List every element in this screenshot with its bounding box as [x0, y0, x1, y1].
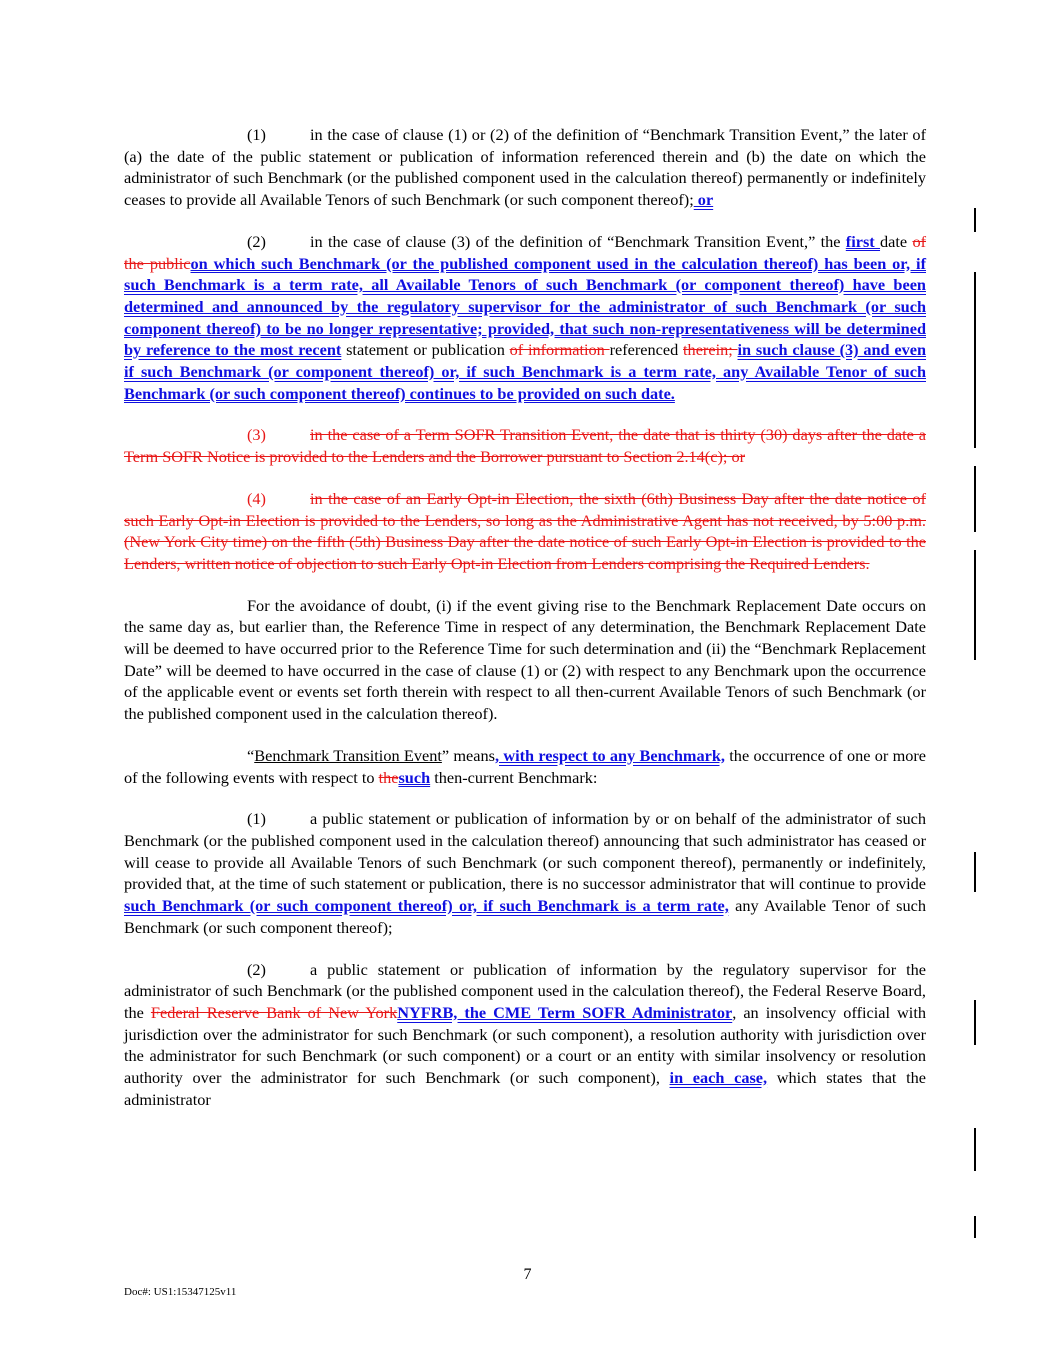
inserted-text: such Benchmark (or such component thereof) or, if such Benchmark is a term rate,	[124, 896, 729, 916]
deleted-text: of the public	[124, 231, 927, 273]
paragraph-text: a public statement or publication of information by the regulatory supervisor for the administrator of such Benchmark (or the published component used in the calculation thereof), the Federal Reserve Board, the	[124, 959, 926, 1022]
paragraph-6-definition	[124, 745, 926, 788]
clause-number: (1)	[247, 125, 266, 144]
inserted-text: on which such Benchmark (or the published component used in the calculation thereof) has been or, if such Benchmark is a term rate, all Available Tenors of such Benchmark (or component thereof) have been determined and announced by the regulatory supervisor for the administrator of such Benchmark (or such component thereof) to be no longer representative; provided, that such non-representativeness will be determined by reference to the most recent	[124, 253, 926, 360]
inserted-text: , with respect to any Benchmark,	[494, 745, 725, 765]
paragraph-text: referenced	[609, 340, 684, 360]
paragraph-text: any Available Tenor of such Benchmark (or such component thereof);	[124, 896, 926, 937]
quote-mark: “	[247, 745, 255, 765]
document-id: Doc#: US1:15347125v11	[124, 1286, 237, 1298]
paragraph-text: ” means	[441, 745, 495, 765]
deleted-text: in the case of a Term SOFR Transition Event, the date that is thirty (30) days after the date a Term SOFR Notice is provided to the Lenders and the Borrower pursuant to Section 2.14(c); or	[124, 425, 926, 467]
change-bar	[974, 208, 976, 232]
inserted-text: NYFRB, the CME Term SOFR Administrator	[397, 1002, 733, 1022]
paragraph-text: statement or publication	[341, 340, 510, 360]
paragraph-8	[124, 959, 926, 1111]
paragraph-text: date	[880, 231, 913, 251]
paragraph-text: in the case of clause (3) of the definition of “Benchmark Transition Event,” the	[310, 231, 846, 251]
change-bar	[974, 550, 976, 660]
paragraph-text: the occurrence of one or more of the following events with respect to	[124, 745, 927, 787]
paragraph-text: a public statement or publication of information by or on behalf of the administrator of such Benchmark (or the published component used in the calculation thereof) announcing that such administrator has ceased or will cease to provide all Available Tenors of such Benchmark (or such component thereof), permanently or indefinitely, provided that, at the time of such statement or publication, there is no successor administrator that will continue to provide	[124, 809, 926, 894]
paragraph-4-deleted	[124, 488, 926, 575]
change-bar	[974, 1216, 976, 1238]
change-bar	[974, 1000, 976, 1045]
deleted-text: in the case of an Early Opt-in Election, the sixth (6th) Business Day after the date notice of such Early Opt-in Election is provided to the Lenders, so long as the Administrative Agent has not received, by 5:00 p.m. (New York City time) on the fifth (5th) Business Day after the date notice of such Early Opt-in Election is provided to the Lenders, written notice of objection to such Early Opt-in Election from Lenders comprising the Required Lenders.	[124, 488, 926, 573]
clause-number: (1)	[247, 809, 266, 829]
inserted-text: or	[693, 190, 714, 210]
inserted-text: such	[398, 767, 431, 787]
clause-number: (2)	[247, 959, 266, 979]
clause-number: (4)	[247, 488, 266, 508]
paragraph-2	[124, 231, 926, 405]
paragraph-text: in the case of clause (1) or (2) of the definition of “Benchmark Transition Event,” the later of (a) the date of the public statement or publication of information referenced therein and (b) the date on which the administrator of such Benchmark (or the published component used in the calculation thereof) permanently or indefinitely ceases to provide all Available Tenors of such Benchmark (or such component thereof);	[124, 125, 926, 210]
page-number: 7	[523, 1266, 532, 1283]
paragraph-text: then-current Benchmark:	[430, 767, 598, 787]
change-bar	[974, 1128, 976, 1171]
paragraph-7	[124, 808, 926, 938]
defined-term: Benchmark Transition Event	[254, 745, 442, 765]
inserted-text: in each case,	[669, 1068, 768, 1088]
change-bar	[974, 466, 976, 532]
paragraph-3-deleted	[124, 424, 926, 467]
inserted-text: in such clause (3) and even if such Benchmark (or component thereof) or, if such Benchmark is a term rate, any Available Tenor of such Benchmark (or such component thereof) continues to be provided on such date.	[124, 340, 927, 403]
clause-number: (3)	[247, 425, 266, 445]
deleted-text: of information	[509, 340, 610, 360]
deleted-text: the	[378, 767, 399, 787]
change-bar	[974, 852, 976, 892]
paragraph-text: , an insolvency official with jurisdiction over the administrator for such Benchmark (or such component), a resolution authority with jurisdiction over the administrator for such Benchmark (or such component) or a court or an entity with similar insolvency or resolution authority over the administrator for such Benchmark (or such component),	[124, 1002, 926, 1088]
document-body	[124, 124, 926, 1130]
paragraph-text: which states that the administrator	[124, 1068, 926, 1109]
inserted-text: first	[845, 231, 881, 251]
paragraph-5	[124, 595, 926, 725]
deleted-text: therein;	[683, 340, 738, 360]
clause-number: (2)	[247, 231, 266, 251]
paragraph-text: For the avoidance of doubt, (i) if the event giving rise to the Benchmark Replacement Date occurs on the same day as, but earlier than, the Reference Time in respect of any determination, the Benchmark Replacement Date will be deemed to have occurred prior to the Reference Time for such determination and (ii) the “Benchmark Replacement Date” will be deemed to have occurred in the case of clause (1) or (2) with respect to any Benchmark upon the occurrence of the applicable event or events set forth therein with respect to all then-current Available Tenors of such Benchmark (or the published component used in the calculation thereof).	[124, 595, 926, 724]
paragraph-1	[124, 124, 926, 211]
change-bar	[974, 272, 976, 448]
deleted-text: Federal Reserve Bank of New York	[150, 1002, 398, 1022]
